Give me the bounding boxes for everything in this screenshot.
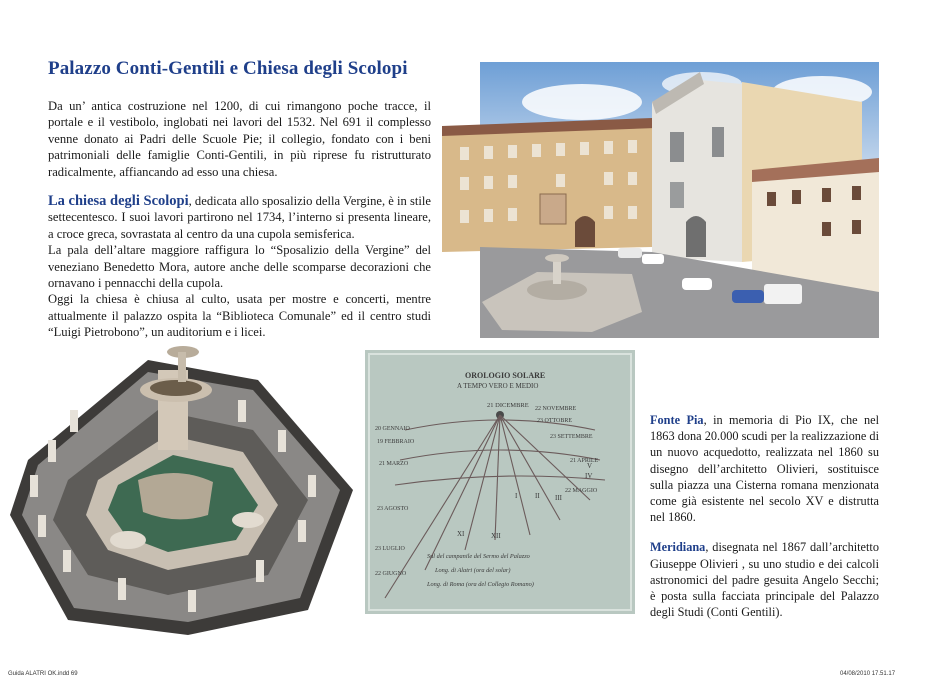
sundial-hour-3: I bbox=[515, 492, 518, 500]
sundial-month-left-3: 21 MARZO bbox=[379, 461, 409, 467]
church-lead: La chiesa degli Scolopi bbox=[48, 193, 189, 209]
footer-file-info: Guida ALATRI OK.indd 69 bbox=[8, 671, 78, 677]
fonte-pia-image bbox=[8, 340, 362, 636]
intro-paragraph: Da un’ antica costruzione nel 1200, di cui rimangono poche tracce, il portale e il vestibolo, inglobati nei lavori del 1532. Nel 691 il complesso venne donato ai Padri delle Scuole Pie; il collegio, fondato con i beni patrimoniali delle famiglie Conti-Gentili, in più riprese fu ristrutturato radicalmente, affiancando ad esso una chiesa. bbox=[48, 99, 431, 179]
church-text-1: , dedicata allo sposalizio della Vergine, è in stile settecentesco. I suoi lavori partirono nel 1734, l’interno si presenta lineare, a croce greca, sovrastata al centro da una cupola semisferica. bbox=[48, 194, 431, 241]
meridiana-sundial-image bbox=[365, 350, 635, 614]
sundial-month-right-5: 22 MAGGIO bbox=[565, 488, 598, 494]
church-paragraph bbox=[48, 193, 431, 341]
sundial-hour-6: IV bbox=[585, 472, 593, 480]
sundial-inscription-3: Long. di Roma (ora del Collegio Romano) bbox=[427, 581, 534, 588]
meridiana-text: , disegnata nel 1867 dall’architetto Giuseppe Olivieri , su uno studio e dei calcoli astronomici del padre gesuita Angelo Secchi; è posta sulla facciata principale del Palazzo degli Studi (Conti Gentili). bbox=[650, 540, 879, 620]
sundial-month-right-4: 21 APRILE bbox=[570, 458, 599, 464]
sundial-heading-1: OROLOGIO SOLARE bbox=[465, 371, 546, 380]
palazzo-photo bbox=[442, 62, 879, 338]
sundial-inscription-1: Sul del campanile del Sermo del Palazzo bbox=[427, 553, 530, 560]
meridiana-lead: Meridiana bbox=[650, 540, 706, 555]
church-text-2: La pala dell’altare maggiore raffigura lo “Sposalizio della Vergine” del veneziano Benedetto Mora, autore anche delle scomparse decorazioni che ornavano i pennacchi della cupola. bbox=[48, 243, 431, 291]
sundial-month-left-6: 22 GIUGNO bbox=[375, 571, 407, 577]
sundial-hour-4: II bbox=[535, 492, 540, 500]
sundial-month-left-1: 20 GENNAIO bbox=[375, 426, 410, 432]
footer-timestamp: 04/08/2010 17.51.17 bbox=[840, 671, 896, 677]
sundial-month-right-1: 22 NOVEMBRE bbox=[535, 406, 577, 412]
meridiana-paragraph bbox=[650, 539, 879, 620]
sundial-month-right-3: 23 SETTEMBRE bbox=[550, 434, 593, 440]
sundial-hour-1: XI bbox=[457, 530, 465, 538]
sundial-month-right-2: 23 OTTOBRE bbox=[537, 418, 573, 424]
sundial-top-mark: 21 DICEMBRE bbox=[487, 402, 529, 409]
sundial-month-left-5: 23 LUGLIO bbox=[375, 546, 405, 552]
sundial-inscription-2: Long. di Alatri (ora del solar) bbox=[435, 567, 511, 574]
sundial-hour-7: V bbox=[587, 462, 593, 470]
page-title: Palazzo Conti-Gentili e Chiesa degli Scolopi bbox=[48, 58, 408, 79]
sundial-heading-2: A TEMPO VERO E MEDIO bbox=[457, 382, 539, 390]
sundial-hour-2: XII bbox=[491, 532, 501, 540]
church-text-3: Oggi la chiesa è chiusa al culto, usata per mostre e concerti, mentre attualmente il palazzo ospita la “Biblioteca Comunale” ed il centro studi “Luigi Pietrobono”, un auditorium e i licei. bbox=[48, 292, 431, 340]
right-column-text bbox=[650, 412, 879, 634]
sundial-month-left-2: 19 FEBBRAIO bbox=[377, 439, 415, 445]
fonte-text: , in memoria di Pio IX, che nel 1863 dona 20.000 scudi per la realizzazione di un nuovo acquedotto, realizzata nel 1860 su disegno dell’architetto Olivieri, sostituisce sulla piazza una Cisterna romana menzionata come già esistente nel secolo XV e distrutta nel 1860. bbox=[650, 413, 879, 525]
fonte-lead: Fonte Pia bbox=[650, 413, 704, 427]
fonte-paragraph bbox=[650, 412, 879, 525]
sundial-month-left-4: 23 AGOSTO bbox=[377, 506, 409, 512]
sundial-hour-5: III bbox=[555, 494, 562, 502]
